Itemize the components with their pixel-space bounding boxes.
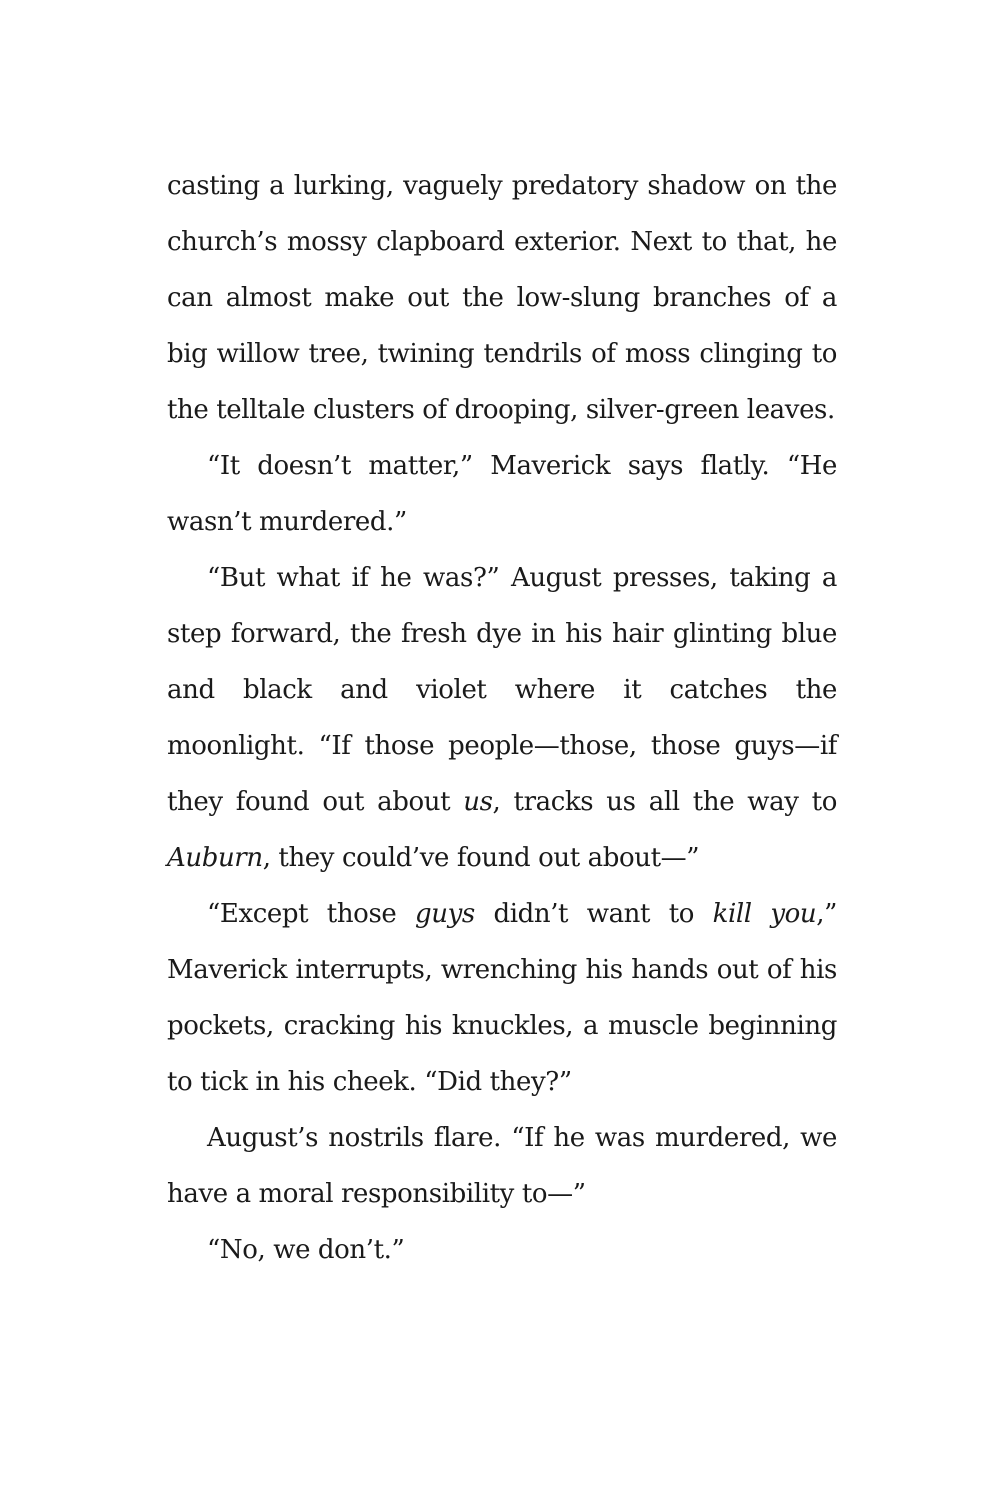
paragraph (167, 886, 837, 1110)
body-text: , tracks us all the way to (492, 787, 837, 817)
body-text: “It doesn’t matter,” Maverick says flatly. “He wasn’t murdered.” (167, 451, 837, 537)
body-text: ,” Maverick interrupts, wrenching his hands out of his pockets, cracking his knuckles, a muscle beginning to tick in his cheek. “Did they?” (167, 899, 837, 1097)
body-text: didn’t want to (474, 899, 713, 929)
emphasis-text: Auburn (167, 843, 263, 873)
emphasis-text: guys (415, 899, 475, 929)
body-text: “But what if he was?” August presses, taking a step forward, the fresh dye in his hair glinting blue and black and violet where it catches the moonlight. “If those people—those, those guys—if they found out about (167, 563, 837, 817)
body-text: “No, we don’t.” (207, 1235, 405, 1265)
page-text (167, 158, 837, 1278)
paragraph (167, 1110, 837, 1222)
emphasis-text: kill you (712, 899, 817, 929)
paragraph (167, 1222, 837, 1278)
paragraph (167, 438, 837, 550)
body-text: casting a lurking, vaguely predatory shadow on the church’s mossy clapboard exterior. Next to that, he can almost make out the low-slung branches of a big willow tree, twining tendrils of moss clinging to the telltale clusters of drooping, silver-green leaves. (167, 171, 837, 425)
paragraph (167, 158, 837, 438)
emphasis-text: us (463, 787, 493, 817)
body-text: , they could’ve found out about—” (262, 843, 700, 873)
body-text: August’s nostrils flare. “If he was murdered, we have a moral responsibility to—” (167, 1123, 837, 1209)
paragraph (167, 550, 837, 886)
body-text: “Except those (207, 899, 415, 929)
